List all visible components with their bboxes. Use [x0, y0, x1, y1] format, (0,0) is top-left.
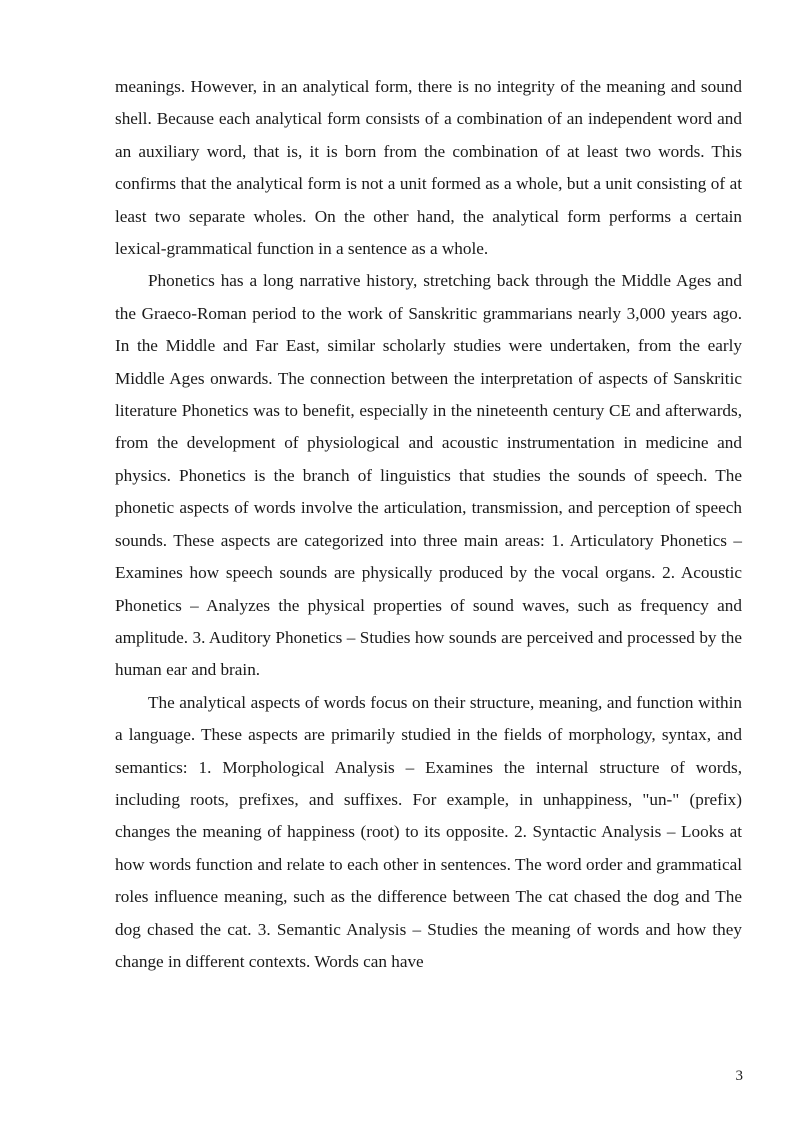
page-number: 3 [735, 1068, 743, 1084]
paragraph-analytical-aspects: The analytical aspects of words focus on their structure, meaning, and function within a language. These aspects are primarily studied in the fields of morphology, syntax, and semantics: 1. Morphological Analysis – Examines the internal structure of words, including roots, prefixes, and suffixes. For example, in unhappiness, "un-" (prefix) changes the meaning of happiness (root) to its opposite. 2. Syntactic Analysis – Looks at how words function and relate to each other in sentences. The word order and grammatical roles influence meaning, such as the difference between The cat chased the dog and The dog chased the cat. 3. Semantic Analysis – Studies the meaning of words and how they change in different contexts. Words can have [115, 692, 742, 971]
document-page [115, 71, 742, 978]
paragraph-phonetics-history: Phonetics has a long narrative history, stretching back through the Middle Ages and the Graeco-Roman period to the work of Sanskritic grammarians nearly 3,000 years ago. In the Middle and Far East, similar scholarly studies were undertaken, from the early Middle Ages onwards. The connection between the interpretation of aspects of Sanskritic literature Phonetics was to benefit, especially in the nineteenth century CE and afterwards, from the development of physiological and acoustic instrumentation in medicine and physics. Phonetics is the branch of linguistics that studies the sounds of speech. The phonetic aspects of words involve the articulation, transmission, and perception of speech sounds. These aspects are categorized into three main areas: 1. Articulatory Phonetics – Examines how speech sounds are physically produced by the vocal organs. 2. Acoustic Phonetics – Analyzes the physical properties of sound waves, such as frequency and amplitude. 3. Auditory Phonetics – Studies how sounds are perceived and processed by the human ear and brain. [115, 271, 742, 680]
paragraph-analytical-form: meanings. However, in an analytical form, there is no integrity of the meaning and sound shell. Because each analytical form consists of a combination of an independent word and an auxiliary word, that is, it is born from the combination of at least two words. This confirms that the analytical form is not a unit formed as a whole, but a unit consisting of at least two separate wholes. On the other hand, the analytical form performs a certain lexical-grammatical function in a sentence as a whole. [115, 77, 742, 259]
